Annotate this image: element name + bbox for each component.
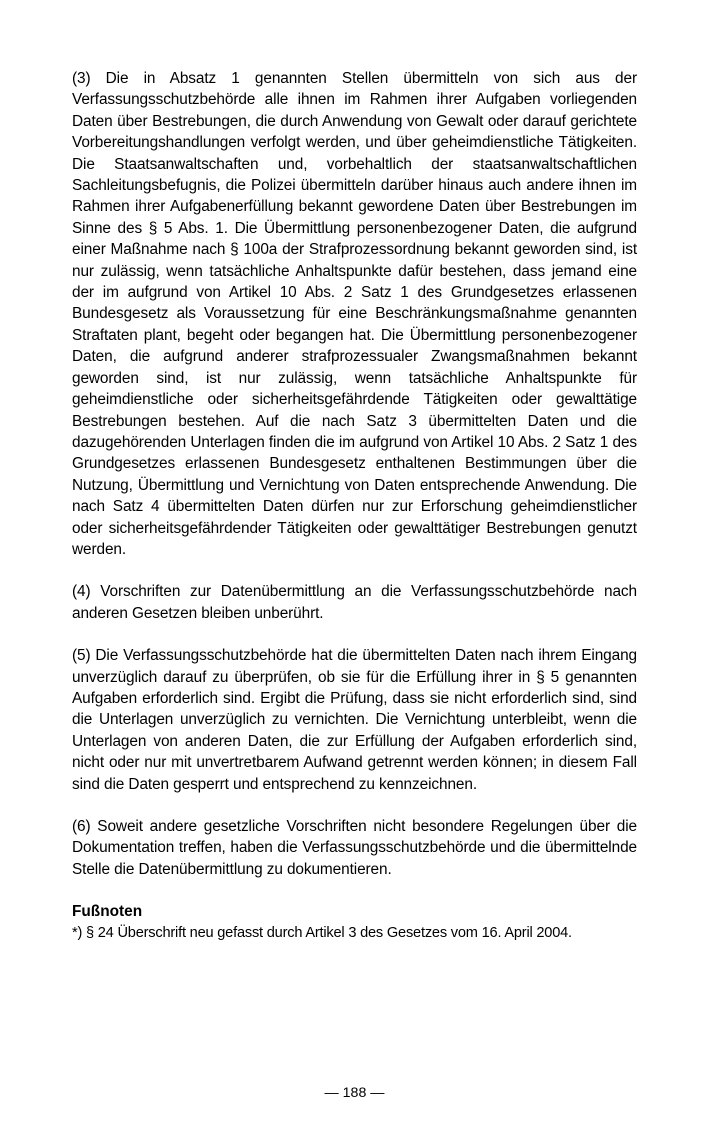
paragraph-3: (3) Die in Absatz 1 genannten Stellen übermitteln von sich aus der Verfassungsschutzbehörde alle ihnen im Rahmen ihrer Aufgaben vorliegenden Daten über Bestrebungen, die durch Anwendung von Gewalt oder darauf gerichtete Vorbereitungshandlungen verfolgt werden, und über geheimdienstliche Tätigkeiten. Die Staatsanwaltschaften und, vorbehaltlich der staatsanwaltschaftlichen Sachleitungsbefugnis, die Polizei übermitteln darüber hinaus auch andere ihnen im Rahmen ihrer Aufgabenerfüllung bekannt gewordene Daten über Bestrebungen im Sinne des § 5 Abs. 1. Die Übermittlung personenbezogener Daten, die aufgrund einer Maßnahme nach § 100a der Strafprozessordnung bekannt geworden sind, ist nur zulässig, wenn tatsächliche Anhaltspunkte dafür bestehen, dass jemand eine der im aufgrund von Artikel 10 Abs. 2 Satz 1 des Grundgesetzes erlassenen Bundesgesetz als Voraussetzung für eine Beschränkungsmaßnahme genannten Straftaten plant, begeht oder begangen hat. Die Übermittlung personenbezogener Daten, die aufgrund anderer strafprozessualer Zwangsmaßnahmen bekannt geworden sind, ist nur zulässig, wenn tatsächliche Anhaltspunkte für geheimdienstliche oder sicherheitsgefährdende Tätigkeiten oder gewalttätige Bestrebungen bestehen. Auf die nach Satz 3 übermittelten Daten und die dazugehörenden Unterlagen finden die im aufgrund von Artikel 10 Abs. 2 Satz 1 des Grundgesetzes erlassenen Bundesgesetz enthaltenen Bestimmungen über die Nutzung, Übermittlung und Vernichtung von Daten entsprechende Anwendung. Die nach Satz 4 übermittelten Daten dürfen nur zur Erforschung geheimdienstlicher oder sicherheitsgefährdender Tätigkeiten oder gewalttätiger Bestrebungen genutzt werden. [72,70,637,558]
footnotes-heading: Fußnoten [72,903,143,921]
page-number: — 188 — [324,1085,385,1101]
paragraph-4: (4) Vorschriften zur Datenübermittlung an die Verfassungsschutzbehörde nach anderen Gesetzen bleiben unberührt. [72,583,637,622]
paragraph-6: (6) Soweit andere gesetzliche Vorschriften nicht besondere Regelungen über die Dokumentation treffen, haben die Verfassungsschutzbehörde und die übermittelnde Stelle die Datenübermittlung zu dokumentieren. [72,818,637,878]
footnote-item: *) § 24 Überschrift neu gefasst durch Artikel 3 des Gesetzes vom 16. April 2004. [72,924,572,941]
paragraph-5: (5) Die Verfassungsschutzbehörde hat die übermittelten Daten nach ihrem Eingang unverzüglich darauf zu überprüfen, ob sie für die Erfüllung ihrer in § 5 genannten Aufgaben erforderlich sind. Ergibt die Prüfung, dass sie nicht erforderlich sind, sind die Unterlagen unverzüglich zu vernichten. Die Vernichtung unterbleibt, wenn die Unterlagen von anderen Daten, die zur Erfüllung der Aufgaben erforderlich sind, nicht oder nur mit unvertretbarem Aufwand getrennt werden können; in diesem Fall sind die Daten gesperrt und entsprechend zu kennzeichnen. [72,647,637,793]
footnotes-section [72,901,637,943]
legal-text-body [72,68,637,880]
